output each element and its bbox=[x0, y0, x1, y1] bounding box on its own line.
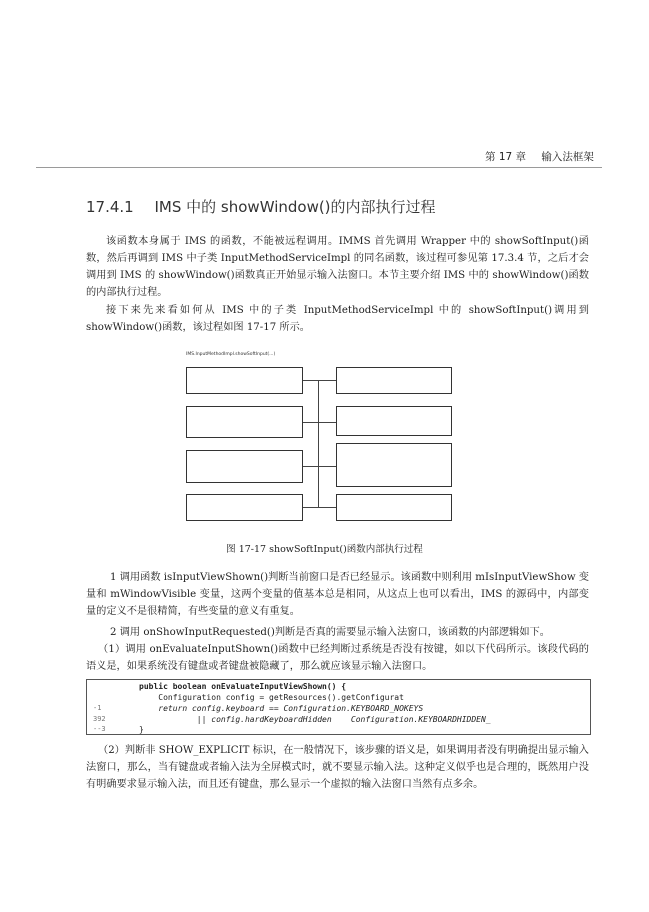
code-text: Configuration config = getResources().getConfigurat bbox=[139, 693, 404, 702]
connector-4 bbox=[303, 507, 336, 508]
code-line-1 bbox=[87, 681, 590, 692]
figure-caption: 图 17-17 showSoftInput()函数内部执行过程 bbox=[226, 544, 423, 555]
chapter-title: 输入法框架 bbox=[541, 151, 594, 163]
code-line-5 bbox=[87, 724, 590, 735]
code-line-3 bbox=[87, 703, 590, 714]
connector-2 bbox=[303, 422, 336, 423]
diagram-box-left-1 bbox=[186, 367, 303, 394]
flow-diagram bbox=[186, 346, 486, 526]
diagram-box-right-4 bbox=[336, 494, 452, 521]
header-divider bbox=[36, 167, 602, 168]
diagram-box-right-1 bbox=[336, 367, 452, 394]
diagram-box-right-3 bbox=[336, 443, 452, 487]
connector-vertical bbox=[318, 380, 319, 508]
section-heading bbox=[86, 196, 436, 217]
code-block bbox=[86, 679, 591, 735]
connector-1 bbox=[303, 380, 336, 381]
paragraph-flow: 接下来先来看如何从 IMS 中的子类 InputMethodServiceImpl 中的 showSoftInput()调用到 showWindow()函数，该过程如图 17-17 所示。 bbox=[86, 305, 589, 333]
code-line-2 bbox=[87, 692, 590, 703]
running-header bbox=[485, 149, 606, 164]
code-text: } bbox=[139, 725, 144, 734]
paragraph-step-2-2: （2）判断非 SHOW_EXPLICIT 标识，在一般情况下，该步骤的语义是，如果调用者没有明确提出显示输入法窗口，那么，当有键盘或者输入法为全屏模式时，就不要显示输入法。这种定义似乎也是合理的，既然用户没有明确要求显示输入法，而且还有键盘，那么显示一个虚拟的输入法窗口当然有点多余。 bbox=[86, 745, 589, 790]
code-text: public boolean onEvaluateInputViewShown() { bbox=[139, 682, 347, 691]
line-number: -1 bbox=[93, 704, 102, 712]
chapter-number: 第 17 章 bbox=[485, 151, 527, 163]
paragraph-step-1: 1 调用函数 isInputViewShown()判断当前窗口是否已经显示。该函数中则利用 mIsInputViewShow 变量和 mWindowVisible 变量，这两个变量的值基本总是相同，从这点上也可以看出，IMS 的源码中，内部变量的定义不是很精简，有些变量的意义有重复。 bbox=[86, 572, 589, 617]
diagram-box-left-4 bbox=[186, 494, 303, 521]
code-text: || config.hardKeyboardHidden Configuration.KEYBOARDHIDDEN_ bbox=[139, 715, 491, 724]
diagram-box-left-3 bbox=[186, 450, 303, 483]
diagram-label: IMS.InputMethodImpl.showSoftInput(...) bbox=[186, 352, 276, 357]
paragraph-intro: 该函数本身属于 IMS 的函数，不能被远程调用。IMMS 首先调用 Wrapper 中的 showSoftInput()函数，然后再调到 IMS 中子类 InputMethodServiceImpl 的同名函数，该过程可参见第 17.3.4 节，之后才会调用到 IMS 的 showWindow()函数真正开始显示输入法窗口。本节主要介绍 IMS 中的 showWindow()函数的内部执行过程。 bbox=[86, 236, 589, 298]
diagram-box-left-2 bbox=[186, 406, 303, 438]
section-number: 17.4.1 bbox=[86, 198, 134, 216]
code-text: return config.keyboard == Configuration.KEYBOARD_NOKEYS bbox=[139, 704, 424, 713]
line-number: 392 bbox=[93, 715, 106, 723]
diagram-box-right-2 bbox=[336, 406, 452, 436]
paragraph-step-2-1: （1）调用 onEvaluateInputShown()函数中已经判断过系统是否没有按键，如以下代码所示。该段代码的语义是，如果系统没有键盘或者键盘被隐藏了，那么就应该显示输入法窗口。 bbox=[86, 644, 589, 672]
paragraph-step-2: 2 调用 onShowInputRequested()判断是否真的需要显示输入法窗口，该函数的内部逻辑如下。 bbox=[110, 627, 550, 638]
connector-3 bbox=[303, 466, 336, 467]
section-title: IMS 中的 showWindow()的内部执行过程 bbox=[154, 198, 436, 216]
line-number: --3 bbox=[93, 725, 106, 733]
